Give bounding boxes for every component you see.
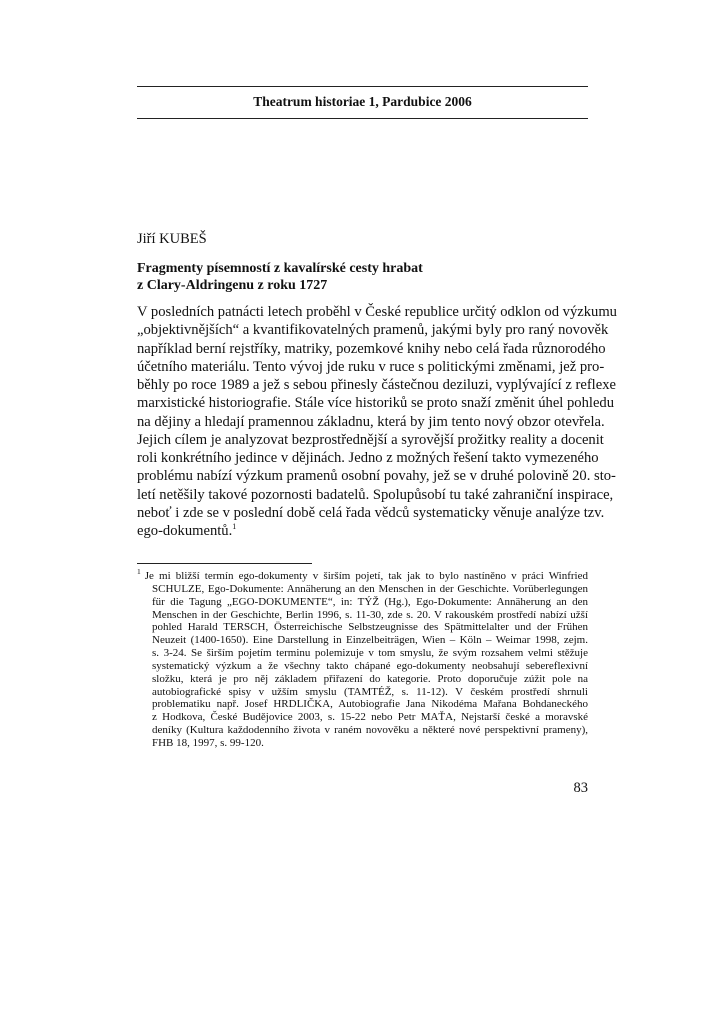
body-line: Jejich cílem je analyzovat bezprostřednější a syrovější prožitky reality a docenit xyxy=(137,431,604,448)
footnote-line: Je mi bližší termín ego-dokumenty v širším pojetí, tak jak to bylo nastíněno v práci Winfried xyxy=(144,570,588,582)
footnote-line: pohled Harald TERSCH, Österreichische Selbstzeugnisse des Spätmittelalter und der Frühen xyxy=(152,621,588,634)
body-line: neboť i zde se v poslední době celá řada vědců systematicky věnuje analýze tzv. xyxy=(137,504,605,521)
footnote-line-first xyxy=(137,567,588,583)
body-line: například berní rejstříky, matriky, pozemkové knihy nebo celá řada různorodého xyxy=(137,340,606,357)
body-paragraph xyxy=(137,303,617,540)
footnote-line: s. 3-24. Se širším pojetím terminu polemizuje v tom smyslu, že svým rozsahem velmi stěžuje xyxy=(152,647,588,660)
body-line: V posledních patnácti letech proběhl v České republice určitý odklon od výzkumu xyxy=(137,304,617,320)
footnote-reference[interactable]: 1 xyxy=(232,522,237,532)
footnote-line: Menschen in der Geschichte, Berlin 1996, s. 11-30, zde s. 20. V rakouském prostředí nabízí užší xyxy=(152,608,588,621)
page-number: 83 xyxy=(573,780,588,796)
body-line-last xyxy=(137,522,588,540)
footnote-line: Neuzeit (1400-1650). Eine Darstellung in Einzelbeiträgen, Wien – Köln – Weimar 1998, zejm. xyxy=(152,634,588,647)
footnote xyxy=(137,567,588,750)
body-line: roli konkrétního jedince v dějinách. Jedno z možných řešení takto vymezeného xyxy=(137,450,599,466)
footnote-mark: 1 xyxy=(137,567,141,577)
body-line: „objektivnějších“ a kvantifikovatelných pramenů, jakými byly pro raný novověk xyxy=(137,322,609,339)
footnote-line: systematický výzkum a že všechny takto chápané ego-dokumenty neobsahují sebereflexivní xyxy=(152,659,588,672)
article-title-line: Fragmenty písemností z kavalírské cesty hrabat xyxy=(137,261,423,276)
running-header: Theatrum historiae 1, Pardubice 2006 xyxy=(253,94,472,109)
body-line: ego-dokumentů. xyxy=(137,523,233,539)
body-line: na dějiny a hledají pramennou základnu, která by jim tento nový obzor otevřela. xyxy=(137,413,605,430)
article-title-line: z Clary-Aldringenu z roku 1727 xyxy=(137,278,328,293)
body-line: běhly po roce 1989 a jež s sebou přinesly částečnou deziluzi, vyplývající z reflexe xyxy=(137,377,616,393)
body-line: problému nabízí výzkum pramenů osobní povahy, jež se v druhé polovině 20. sto- xyxy=(137,468,616,485)
body-line: účetního materiálu. Tento vývoj jde ruku v ruce s politickými změnami, jež pro- xyxy=(137,358,605,375)
footnote-line: deníky (Kultura každodenního života v raném novověku a některé nové perspektivní prameny), xyxy=(152,724,588,737)
body-line: letí netěšily takové pozornosti badatelů. Spolupůsobí tu také zahraniční inspirace, xyxy=(137,486,614,503)
author-name: Jiří KUBEŠ xyxy=(137,231,207,247)
footnote-separator xyxy=(137,563,312,564)
footnote-line: FHB 18, 1997, s. 99-120. xyxy=(152,736,264,749)
article-title xyxy=(137,260,588,294)
footnote-line: autobiografické spisy v užším smyslu (TAMTÉŽ, s. 11-12). V českém prostředí shrnuli xyxy=(152,685,588,698)
header-rule-bottom xyxy=(137,118,588,119)
footnote-line: SCHULZE, Ego-Dokumente: Annäherung an den Menschen in der Geschichte. Vorüberlegungen xyxy=(152,582,588,595)
footnote-line: složku, která je pro něj základem přiřazení do kategorie. Proto doporučuje zúžit pole na xyxy=(152,672,588,685)
footnote-line: z Hodkova, České Budějovice 2003, s. 15-22 nebo Petr MAŤA, Nejstarší české a moravské xyxy=(152,711,588,724)
body-line: marxistické historiografie. Stále více historiků se proto snaží změnit úhel pohledu xyxy=(137,395,615,412)
footnote-line: problematiku např. Josef HRDLIČKA, Autobiografie Jana Nikodéma Mařana Bohdaneckého xyxy=(152,698,588,711)
footnote-line: für die Tagung „EGO-DOKUMENTE“, in: TÝŽ (Hg.), Ego-Dokumente: Annäherung an den xyxy=(152,595,588,608)
header-rule-top xyxy=(137,86,588,87)
